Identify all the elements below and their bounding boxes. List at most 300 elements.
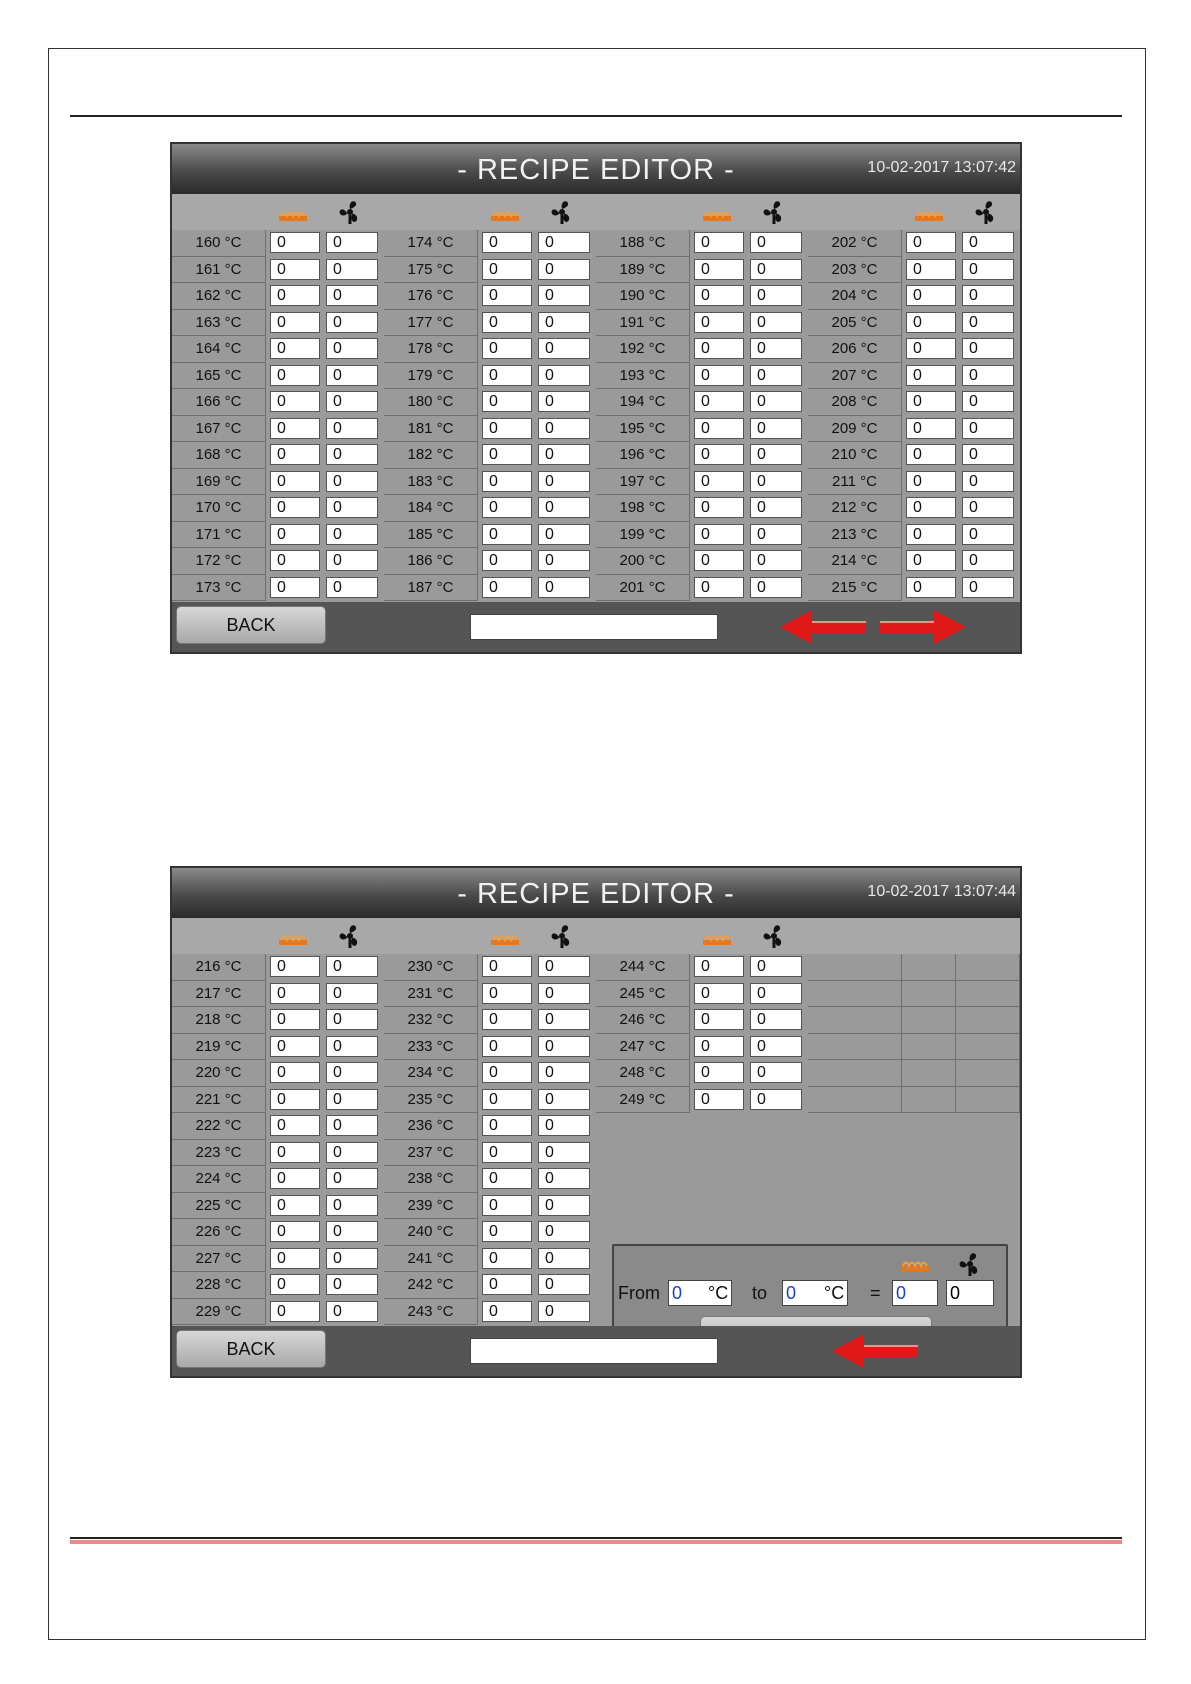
heat-value-input[interactable]: 0 — [906, 550, 956, 571]
temperature-grid — [172, 230, 1020, 602]
heat-value-input[interactable]: 0 — [694, 418, 744, 439]
heating-element-icon — [490, 208, 520, 222]
table-row — [172, 1193, 384, 1220]
fan-value-input[interactable]: 0 — [750, 497, 802, 518]
heat-value-input[interactable]: 0 — [270, 365, 320, 386]
table-row — [808, 495, 1020, 522]
heat-value-input[interactable]: 0 — [482, 956, 532, 977]
title-bar — [172, 868, 1020, 918]
fan-value-input[interactable]: 0 — [750, 524, 802, 545]
fan-value-input[interactable]: 0 — [962, 418, 1014, 439]
table-row — [596, 469, 808, 496]
fan-value-input[interactable]: 0 — [962, 259, 1014, 280]
column-icon-bar — [172, 194, 1020, 230]
temperature-label: 241 °C — [384, 1246, 478, 1273]
heat-value-input[interactable]: 0 — [694, 285, 744, 306]
temperature-label: 176 °C — [384, 283, 478, 310]
heat-value-input[interactable]: 0 — [270, 418, 320, 439]
heat-value-input[interactable]: 0 — [482, 418, 532, 439]
fan-value-input[interactable]: 0 — [538, 983, 590, 1004]
fan-value-input[interactable]: 0 — [538, 1195, 590, 1216]
fan-value-input[interactable]: 0 — [538, 285, 590, 306]
temperature-label: 178 °C — [384, 336, 478, 363]
table-row — [596, 336, 808, 363]
fan-value-input[interactable]: 0 — [326, 550, 378, 571]
back-button[interactable]: BACK — [176, 1330, 326, 1368]
heat-value-input[interactable]: 0 — [270, 550, 320, 571]
footer-accent-rule — [70, 1540, 1122, 1544]
empty-cell — [902, 1087, 956, 1114]
fan-value-input[interactable]: 0 — [538, 1089, 590, 1110]
temperature-label: 236 °C — [384, 1113, 478, 1140]
heat-value-input[interactable]: 0 — [270, 1221, 320, 1242]
temperature-label: 209 °C — [808, 416, 902, 443]
fan-icon — [760, 198, 788, 226]
table-row — [384, 954, 596, 981]
heat-value-input[interactable]: 0 — [694, 1036, 744, 1057]
fan-value-input[interactable]: 0 — [750, 1009, 802, 1030]
temperature-label: 199 °C — [596, 522, 690, 549]
heat-value-input[interactable]: 0 — [892, 1280, 938, 1306]
heat-value-input[interactable]: 0 — [694, 577, 744, 598]
temperature-column-group — [808, 230, 1020, 602]
heat-value-input[interactable]: 0 — [270, 391, 320, 412]
fan-value-input[interactable]: 0 — [538, 391, 590, 412]
fan-value-input[interactable]: 0 — [326, 338, 378, 359]
fan-value-input[interactable]: 0 — [326, 497, 378, 518]
temperature-label: 246 °C — [596, 1007, 690, 1034]
fan-value-input[interactable]: 0 — [326, 444, 378, 465]
heat-value-input[interactable]: 0 — [694, 338, 744, 359]
table-row — [384, 1007, 596, 1034]
temperature-label: 220 °C — [172, 1060, 266, 1087]
heat-value-input[interactable]: 0 — [482, 577, 532, 598]
fan-value-input[interactable]: 0 — [326, 259, 378, 280]
fan-icon — [956, 1250, 984, 1278]
fan-value-input[interactable]: 0 — [750, 285, 802, 306]
heat-value-input[interactable]: 0 — [694, 365, 744, 386]
fan-value-input[interactable]: 0 — [326, 1301, 378, 1322]
fan-value-input[interactable]: 0 — [538, 1062, 590, 1083]
empty-cell — [956, 981, 1020, 1008]
fan-value-input[interactable]: 0 — [326, 1036, 378, 1057]
heat-value-input[interactable]: 0 — [270, 285, 320, 306]
fan-value-input[interactable]: 0 — [750, 391, 802, 412]
temperature-label: 229 °C — [172, 1299, 266, 1326]
temperature-label: 181 °C — [384, 416, 478, 443]
table-row — [596, 954, 808, 981]
temperature-label: 172 °C — [172, 548, 266, 575]
fan-value-input[interactable]: 0 — [326, 1062, 378, 1083]
fan-value-input[interactable]: 0 — [538, 1036, 590, 1057]
fan-value-input[interactable]: 0 — [538, 497, 590, 518]
temperature-label: 224 °C — [172, 1166, 266, 1193]
arrow-right-icon[interactable] — [876, 608, 966, 646]
table-row — [596, 442, 808, 469]
temperature-label: 235 °C — [384, 1087, 478, 1114]
fan-value-input[interactable]: 0 — [538, 550, 590, 571]
heat-value-input[interactable]: 0 — [694, 497, 744, 518]
heat-value-input[interactable]: 0 — [482, 259, 532, 280]
fan-value-input[interactable]: 0 — [538, 1168, 590, 1189]
temperature-label: 169 °C — [172, 469, 266, 496]
heat-value-input[interactable]: 0 — [482, 983, 532, 1004]
empty-cell — [808, 954, 902, 981]
heat-value-input[interactable]: 0 — [270, 524, 320, 545]
from-temperature-input[interactable]: 0 — [668, 1280, 732, 1306]
fan-value-input[interactable]: 0 — [538, 1301, 590, 1322]
heat-value-input[interactable]: 0 — [482, 497, 532, 518]
empty-cell — [956, 1060, 1020, 1087]
fan-value-input[interactable]: 0 — [326, 1168, 378, 1189]
temperature-label: 225 °C — [172, 1193, 266, 1220]
heat-value-input[interactable]: 0 — [694, 232, 744, 253]
fan-value-input[interactable]: 0 — [326, 524, 378, 545]
heat-value-input[interactable]: 0 — [270, 338, 320, 359]
fan-value-input[interactable]: 0 — [750, 1062, 802, 1083]
heat-value-input[interactable]: 0 — [482, 1036, 532, 1057]
fan-value-input[interactable]: 0 — [750, 418, 802, 439]
fan-value-input[interactable]: 0 — [538, 1009, 590, 1030]
temperature-column-group — [172, 230, 384, 602]
fan-value-input[interactable]: 0 — [326, 365, 378, 386]
heat-value-input[interactable]: 0 — [270, 471, 320, 492]
fan-value-input[interactable]: 0 — [750, 1036, 802, 1057]
fan-value-input[interactable]: 0 — [326, 1274, 378, 1295]
table-row — [172, 336, 384, 363]
temperature-label: 204 °C — [808, 283, 902, 310]
temperature-label: 244 °C — [596, 954, 690, 981]
heat-value-input[interactable]: 0 — [906, 312, 956, 333]
arrow-left-icon[interactable] — [780, 608, 870, 646]
temperature-label: 214 °C — [808, 548, 902, 575]
heat-value-input[interactable]: 0 — [482, 1248, 532, 1269]
heat-value-input[interactable]: 0 — [482, 338, 532, 359]
heat-value-input[interactable]: 0 — [482, 1168, 532, 1189]
heat-value-input[interactable]: 0 — [694, 550, 744, 571]
table-row — [384, 1193, 596, 1220]
heat-value-input[interactable]: 0 — [482, 1221, 532, 1242]
screen-title: - RECIPE EDITOR - — [457, 154, 735, 186]
heat-value-input[interactable]: 0 — [906, 365, 956, 386]
recipe-editor-screen-1 — [170, 142, 1022, 654]
table-row — [172, 257, 384, 284]
table-row — [384, 283, 596, 310]
fan-value-input[interactable]: 0 — [962, 312, 1014, 333]
fan-value-input[interactable]: 0 — [326, 232, 378, 253]
heat-value-input[interactable]: 0 — [482, 524, 532, 545]
fan-value-input[interactable]: 0 — [750, 983, 802, 1004]
fan-value-input[interactable]: 0 — [538, 577, 590, 598]
heat-value-input[interactable]: 0 — [694, 1089, 744, 1110]
table-row — [384, 469, 596, 496]
fan-value-input[interactable]: 0 — [962, 391, 1014, 412]
table-row — [384, 363, 596, 390]
table-row — [384, 1166, 596, 1193]
heat-value-input[interactable]: 0 — [270, 444, 320, 465]
table-row — [596, 363, 808, 390]
heat-value-input[interactable]: 0 — [482, 1142, 532, 1163]
table-row — [384, 1140, 596, 1167]
temperature-label: 212 °C — [808, 495, 902, 522]
fan-value-input[interactable]: 0 — [750, 1089, 802, 1110]
temperature-label: 179 °C — [384, 363, 478, 390]
fan-value-input[interactable]: 0 — [538, 524, 590, 545]
table-row — [596, 230, 808, 257]
table-row — [172, 495, 384, 522]
fan-value-input[interactable]: 0 — [538, 956, 590, 977]
temperature-label: 166 °C — [172, 389, 266, 416]
temperature-label: 203 °C — [808, 257, 902, 284]
heating-element-icon — [490, 932, 520, 946]
table-row — [384, 1299, 596, 1326]
empty-cell — [808, 1087, 902, 1114]
temperature-label: 197 °C — [596, 469, 690, 496]
heat-value-input[interactable]: 0 — [270, 259, 320, 280]
fan-value-input[interactable]: 0 — [326, 391, 378, 412]
temperature-label: 206 °C — [808, 336, 902, 363]
table-row — [384, 981, 596, 1008]
table-row — [384, 1034, 596, 1061]
heat-value-input[interactable]: 0 — [482, 1089, 532, 1110]
heat-value-input[interactable]: 0 — [270, 1168, 320, 1189]
fan-value-input[interactable]: 0 — [326, 1195, 378, 1216]
temperature-label: 230 °C — [384, 954, 478, 981]
from-label: From — [618, 1283, 660, 1303]
fan-value-input[interactable]: 0 — [326, 418, 378, 439]
heat-value-input[interactable]: 0 — [270, 1115, 320, 1136]
fan-value-input[interactable]: 0 — [538, 338, 590, 359]
heat-value-input[interactable]: 0 — [482, 1301, 532, 1322]
table-row — [384, 336, 596, 363]
heat-value-input[interactable]: 0 — [270, 1248, 320, 1269]
footer-bar — [172, 1326, 1020, 1376]
heat-value-input[interactable]: 0 — [270, 983, 320, 1004]
heat-value-input[interactable]: 0 — [482, 312, 532, 333]
fan-value-input[interactable]: 0 — [962, 471, 1014, 492]
heat-value-input[interactable]: 0 — [270, 1274, 320, 1295]
heat-value-input[interactable]: 0 — [270, 956, 320, 977]
fan-value-input[interactable]: 0 — [326, 285, 378, 306]
heat-value-input[interactable]: 0 — [906, 232, 956, 253]
table-row — [596, 575, 808, 602]
heat-value-input[interactable]: 0 — [270, 1009, 320, 1030]
temperature-label: 219 °C — [172, 1034, 266, 1061]
heat-value-input[interactable]: 0 — [482, 1115, 532, 1136]
fan-value-input[interactable]: 0 — [962, 232, 1014, 253]
heat-value-input[interactable]: 0 — [906, 285, 956, 306]
heat-value-input[interactable]: 0 — [482, 1062, 532, 1083]
fan-value-input[interactable]: 0 — [750, 365, 802, 386]
fan-value-input[interactable]: 0 — [750, 471, 802, 492]
heat-value-input[interactable]: 0 — [482, 550, 532, 571]
heat-value-input[interactable]: 0 — [270, 1062, 320, 1083]
table-row — [384, 522, 596, 549]
heat-value-input[interactable]: 0 — [270, 497, 320, 518]
fan-value-input[interactable]: 0 — [962, 365, 1014, 386]
fan-value-input[interactable]: 0 — [326, 1142, 378, 1163]
heat-value-input[interactable]: 0 — [482, 1009, 532, 1030]
table-row — [172, 522, 384, 549]
heat-value-input[interactable]: 0 — [482, 471, 532, 492]
fan-value-input[interactable]: 0 — [326, 471, 378, 492]
fan-value-input[interactable]: 0 — [750, 232, 802, 253]
fan-value-input[interactable]: 0 — [326, 1089, 378, 1110]
heat-value-input[interactable]: 0 — [694, 471, 744, 492]
header-rule — [70, 115, 1122, 117]
heat-value-input[interactable]: 0 — [694, 312, 744, 333]
fan-value-input[interactable]: 0 — [750, 956, 802, 977]
fan-value-input[interactable]: 0 — [538, 1248, 590, 1269]
datetime: 10-02-2017 13:07:44 — [867, 883, 1016, 900]
heat-value-input[interactable]: 0 — [482, 444, 532, 465]
heat-value-input[interactable]: 0 — [906, 338, 956, 359]
heat-value-input[interactable]: 0 — [270, 577, 320, 598]
table-row — [172, 1007, 384, 1034]
fan-value-input[interactable]: 0 — [962, 497, 1014, 518]
temperature-label: 247 °C — [596, 1034, 690, 1061]
fan-value-input[interactable]: 0 — [962, 577, 1014, 598]
heat-value-input[interactable]: 0 — [482, 1274, 532, 1295]
fan-value-input[interactable]: 0 — [538, 471, 590, 492]
empty-cell — [808, 1034, 902, 1061]
heat-value-input[interactable]: 0 — [694, 1009, 744, 1030]
table-row — [384, 442, 596, 469]
table-row — [596, 981, 808, 1008]
temperature-label: 162 °C — [172, 283, 266, 310]
fan-value-input[interactable]: 0 — [538, 444, 590, 465]
heat-value-input[interactable]: 0 — [906, 418, 956, 439]
temperature-label: 238 °C — [384, 1166, 478, 1193]
heat-value-input[interactable]: 0 — [906, 524, 956, 545]
table-row — [808, 257, 1020, 284]
fan-value-input[interactable]: 0 — [538, 312, 590, 333]
fan-value-input[interactable]: 0 — [750, 338, 802, 359]
back-button[interactable]: BACK — [176, 606, 326, 644]
table-row — [172, 1060, 384, 1087]
heat-value-input[interactable]: 0 — [270, 1195, 320, 1216]
heat-value-input[interactable]: 0 — [482, 365, 532, 386]
temperature-label: 174 °C — [384, 230, 478, 257]
table-row — [596, 522, 808, 549]
temperature-label: 167 °C — [172, 416, 266, 443]
table-row — [596, 257, 808, 284]
datetime: 10-02-2017 13:07:42 — [867, 159, 1016, 176]
heat-value-input[interactable]: 0 — [482, 1195, 532, 1216]
heat-value-input[interactable]: 0 — [270, 1301, 320, 1322]
heat-value-input[interactable]: 0 — [694, 1062, 744, 1083]
table-row — [384, 389, 596, 416]
fan-value-input[interactable]: 0 — [962, 285, 1014, 306]
empty-cell — [956, 1007, 1020, 1034]
heat-value-input[interactable]: 0 — [694, 983, 744, 1004]
to-temperature-input[interactable]: 0 — [782, 1280, 848, 1306]
fan-value-input[interactable]: 0 — [326, 956, 378, 977]
heat-value-input[interactable]: 0 — [482, 285, 532, 306]
fan-value-input[interactable]: 0 — [750, 550, 802, 571]
table-row — [384, 416, 596, 443]
fan-value-input[interactable]: 0 — [326, 312, 378, 333]
fan-value-input[interactable]: 0 — [750, 577, 802, 598]
heat-value-input[interactable]: 0 — [906, 391, 956, 412]
fan-value-input[interactable]: 0 — [538, 418, 590, 439]
heat-value-input[interactable]: 0 — [694, 956, 744, 977]
temperature-label: 200 °C — [596, 548, 690, 575]
heat-value-input[interactable]: 0 — [270, 312, 320, 333]
temperature-label: 211 °C — [808, 469, 902, 496]
heat-value-input[interactable]: 0 — [906, 259, 956, 280]
fan-value-input[interactable]: 0 — [326, 1009, 378, 1030]
table-row — [808, 522, 1020, 549]
table-row — [384, 1246, 596, 1273]
fan-value-input[interactable]: 0 — [538, 1115, 590, 1136]
fan-value-input[interactable]: 0 — [962, 550, 1014, 571]
fan-value-input[interactable]: 0 — [538, 1142, 590, 1163]
empty-cell — [902, 1034, 956, 1061]
heat-value-input[interactable]: 0 — [482, 391, 532, 412]
heat-value-input[interactable]: 0 — [906, 577, 956, 598]
fan-value-input[interactable]: 0 — [326, 1115, 378, 1136]
heat-value-input[interactable]: 0 — [270, 1089, 320, 1110]
table-row — [172, 1246, 384, 1273]
fan-value-input[interactable]: 0 — [538, 1274, 590, 1295]
temperature-label: 192 °C — [596, 336, 690, 363]
temperature-label: 240 °C — [384, 1219, 478, 1246]
fan-value-input[interactable]: 0 — [326, 1221, 378, 1242]
fan-icon — [548, 198, 576, 226]
heat-value-input[interactable]: 0 — [906, 497, 956, 518]
heat-value-input[interactable]: 0 — [270, 1142, 320, 1163]
fan-value-input[interactable]: 0 — [326, 1248, 378, 1269]
heat-value-input[interactable]: 0 — [694, 259, 744, 280]
table-row — [808, 575, 1020, 602]
fan-value-input[interactable]: 0 — [946, 1280, 994, 1306]
fan-value-input[interactable]: 0 — [962, 444, 1014, 465]
fan-value-input[interactable]: 0 — [750, 444, 802, 465]
heat-value-input[interactable]: 0 — [694, 524, 744, 545]
fan-value-input[interactable]: 0 — [326, 577, 378, 598]
fan-value-input[interactable]: 0 — [538, 259, 590, 280]
table-row — [596, 1087, 808, 1114]
table-row — [596, 1060, 808, 1087]
fan-value-input[interactable]: 0 — [326, 983, 378, 1004]
temperature-label: 231 °C — [384, 981, 478, 1008]
heat-value-input[interactable]: 0 — [270, 1036, 320, 1057]
heat-value-input[interactable]: 0 — [694, 444, 744, 465]
fan-value-input[interactable]: 0 — [538, 1221, 590, 1242]
empty-cell — [808, 1007, 902, 1034]
heat-value-input[interactable]: 0 — [906, 444, 956, 465]
empty-cell — [956, 1034, 1020, 1061]
temperature-label: 191 °C — [596, 310, 690, 337]
table-row — [596, 1007, 808, 1034]
fan-value-input[interactable]: 0 — [962, 524, 1014, 545]
temperature-label: 168 °C — [172, 442, 266, 469]
arrow-left-icon[interactable] — [832, 1332, 922, 1370]
fan-value-input[interactable]: 0 — [750, 312, 802, 333]
to-unit: °C — [824, 1283, 845, 1303]
heat-value-input[interactable]: 0 — [482, 232, 532, 253]
heat-value-input[interactable]: 0 — [270, 232, 320, 253]
fan-value-input[interactable]: 0 — [538, 232, 590, 253]
fan-value-input[interactable]: 0 — [538, 365, 590, 386]
heat-value-input[interactable]: 0 — [906, 471, 956, 492]
fan-value-input[interactable]: 0 — [750, 259, 802, 280]
table-row — [172, 981, 384, 1008]
table-row — [808, 363, 1020, 390]
fan-value-input[interactable]: 0 — [962, 338, 1014, 359]
heat-value-input[interactable]: 0 — [694, 391, 744, 412]
